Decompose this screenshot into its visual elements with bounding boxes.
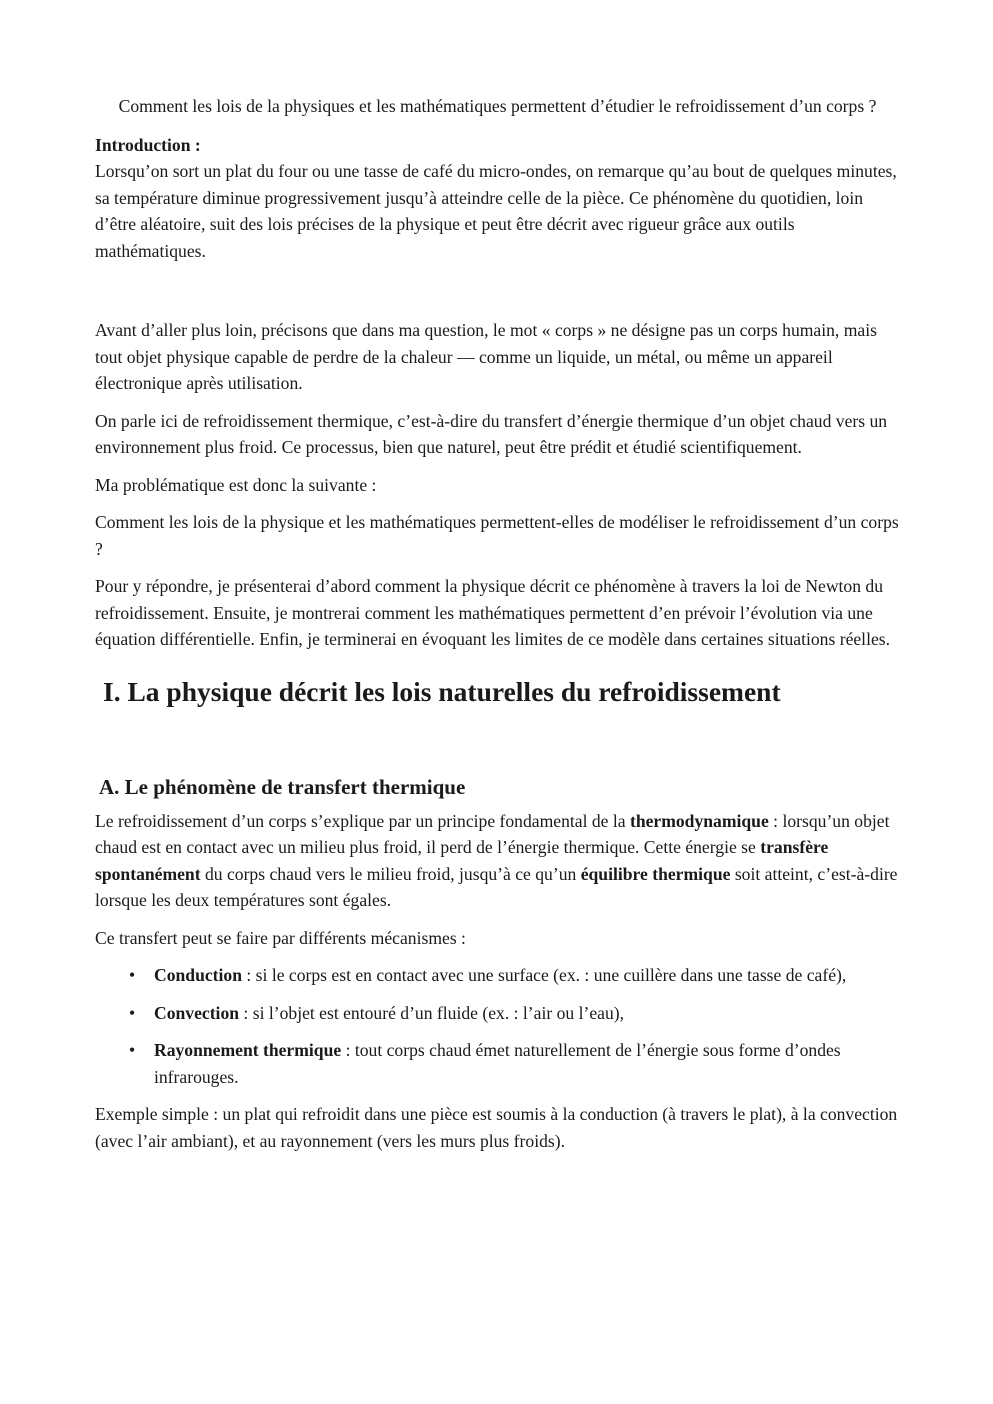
subsection-a-heading: A. Le phénomène de transfert thermique bbox=[99, 774, 466, 799]
intro-heading: Introduction : bbox=[95, 134, 201, 155]
text-run: du corps chaud vers le milieu froid, jusqu’à ce qu’un bbox=[200, 863, 581, 884]
section-1-heading: I. La physique décrit les lois naturelles du refroidissement bbox=[103, 675, 781, 707]
term-equilibre: équilibre thermique bbox=[580, 863, 731, 884]
list-item bbox=[95, 962, 900, 989]
mechanism-term: Rayonnement thermique bbox=[154, 1040, 342, 1060]
spacer bbox=[95, 264, 900, 317]
text-run: soit atteint, c’est-à-dire lorsque les deux températures sont égales. bbox=[95, 863, 898, 910]
term-transfere: transfère spontanément bbox=[95, 837, 829, 884]
term-thermodynamique: thermodynamique bbox=[629, 810, 769, 831]
intro-paragraph-6: Pour y répondre, je présenterai d’abord comment la physique décrit ce phénomène à travers la loi de Newton du refroidissement. Ensuite, je montrerai comment les mathématiques permettent d’en prévoir l’évolution via une équation différentielle. Enfin, je terminerai en évoquant les limites de ce modèle dans certaines situations réelles. bbox=[95, 576, 891, 649]
bullet-icon: • bbox=[129, 1040, 136, 1060]
intro-paragraph-2: Avant d’aller plus loin, précisons que dans ma question, le mot « corps » ne désigne pas un corps humain, mais tout objet physique capable de perdre de la chaleur — comme un liquide, un métal, ou même un appareil électronique après utilisation. bbox=[95, 320, 877, 393]
bullet-icon: • bbox=[129, 1002, 136, 1023]
list-item bbox=[95, 1037, 900, 1090]
intro-paragraph-3: On parle ici de refroidissement thermique, c’est-à-dire du transfert d’énergie thermique d’un objet chaud vers un environnement plus froid. Ce processus, bien que naturel, peut être prédit et étudié scientifiquement. bbox=[95, 410, 888, 457]
mechanism-text: : si le corps est en contact avec une surface (ex. : une cuillère dans une tasse de café), bbox=[242, 965, 847, 985]
bullet-icon: • bbox=[129, 965, 136, 985]
mechanism-term: Conduction bbox=[154, 965, 242, 985]
mechanisms-intro: Ce transfert peut se faire par différents mécanismes : bbox=[95, 927, 466, 948]
document-title: Comment les lois de la physiques et les mathématiques permettent d’étudier le refroidissement d’un corps ? bbox=[118, 96, 877, 116]
text-run: : lorsqu’un objet chaud est en contact avec un milieu plus froid, il perd de l’énergie thermique. Cette énergie se bbox=[95, 810, 890, 857]
transfer-paragraph bbox=[95, 808, 900, 914]
list-item bbox=[95, 1000, 900, 1027]
mechanism-text: : tout corps chaud émet naturellement de l’énergie sous forme d’ondes infrarouges. bbox=[154, 1040, 841, 1087]
intro-paragraph-4: Ma problématique est donc la suivante : bbox=[95, 474, 377, 495]
mechanism-text: : si l’objet est entouré d’un fluide (ex. : l’air ou l’eau), bbox=[239, 1002, 625, 1023]
text-run: Le refroidissement d’un corps s’explique par un principe fondamental de la bbox=[95, 810, 630, 831]
mechanisms-list bbox=[95, 962, 900, 1090]
example-paragraph: Exemple simple : un plat qui refroidit dans une pièce est soumis à la conduction (à travers le plat), à la convection (avec l’air ambiant), et au rayonnement (vers les murs plus froids). bbox=[95, 1104, 898, 1151]
intro-paragraph-1: Lorsqu’on sort un plat du four ou une tasse de café du micro-ondes, on remarque qu’au bout de quelques minutes, sa température diminue progressivement jusqu’à atteindre celle de la pièce. Ce phénomène du quotidien, loin d’être aléatoire, suit des lois précises de la physique et peut être décrit avec rigueur grâce aux outils mathématiques. bbox=[95, 161, 897, 261]
mechanism-term: Convection bbox=[154, 1002, 240, 1023]
problematique: Comment les lois de la physique et les mathématiques permettent-elles de modéliser le refroidissement d’un corps ? bbox=[95, 512, 899, 559]
document-body bbox=[95, 93, 900, 1165]
